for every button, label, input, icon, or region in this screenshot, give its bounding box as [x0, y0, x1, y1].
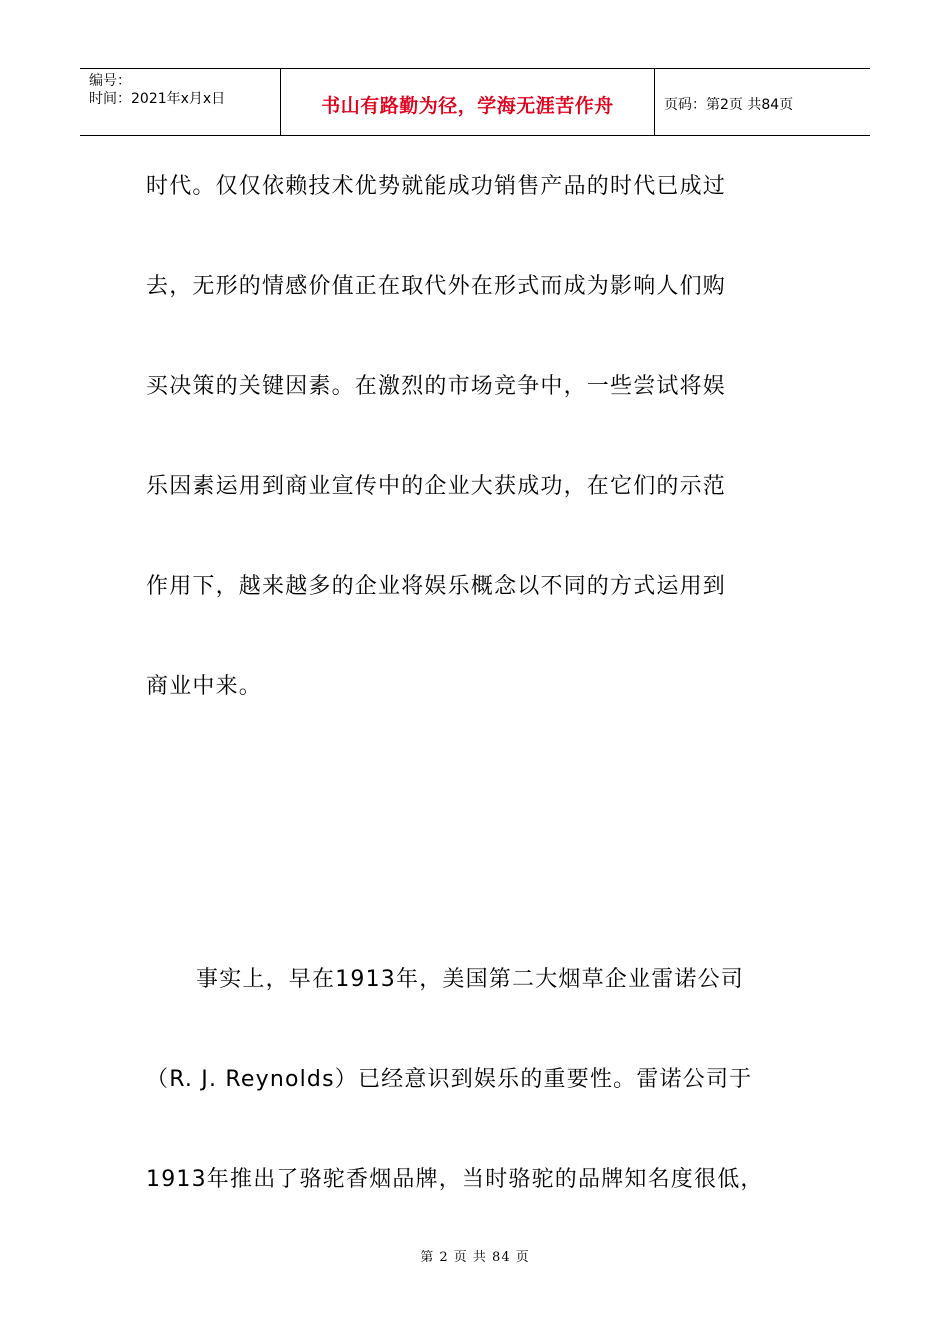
paragraph-line: 去，无形的情感价值正在取代外在形式而成为影响人们购	[146, 274, 727, 299]
paragraph-line: 商业中来。	[146, 674, 263, 699]
header-page-info: 页码：第2页 共84页	[664, 97, 794, 113]
header-motto: 书山有路勤为径，学海无涯苦作舟	[321, 94, 614, 117]
page-header	[80, 68, 870, 136]
paragraph-line: 1913年推出了骆驼香烟品牌，当时骆驼的品牌知名度很低，	[146, 1167, 764, 1192]
document-number-label: 编号：	[89, 73, 131, 89]
footer-page-number: 第 2 页 共 84 页	[420, 1250, 530, 1265]
document-time-label: 时间：2021年x月x日	[89, 91, 226, 107]
paragraph-line: 乐因素运用到商业宣传中的企业大获成功，在它们的示范	[146, 474, 727, 499]
paragraph-2	[146, 953, 836, 1253]
paragraph-line: 事实上，早在1913年，美国第二大烟草企业雷诺公司	[196, 967, 744, 992]
header-motto-cell	[281, 69, 655, 135]
paragraph-line: 作用下，越来越多的企业将娱乐概念以不同的方式运用到	[146, 574, 727, 599]
header-page-cell	[655, 69, 870, 135]
paragraph-line: （R. J. Reynolds）已经意识到娱乐的重要性。雷诺公司于	[146, 1067, 753, 1092]
paragraph-line: 买决策的关键因素。在激烈的市场竞争中，一些尝试将娱	[146, 374, 727, 399]
paragraph-line: 时代。仅仅依赖技术优势就能成功销售产品的时代已成过	[146, 174, 727, 199]
page-footer	[0, 1246, 950, 1265]
paragraph-1	[146, 160, 826, 760]
header-meta-cell	[80, 69, 281, 135]
